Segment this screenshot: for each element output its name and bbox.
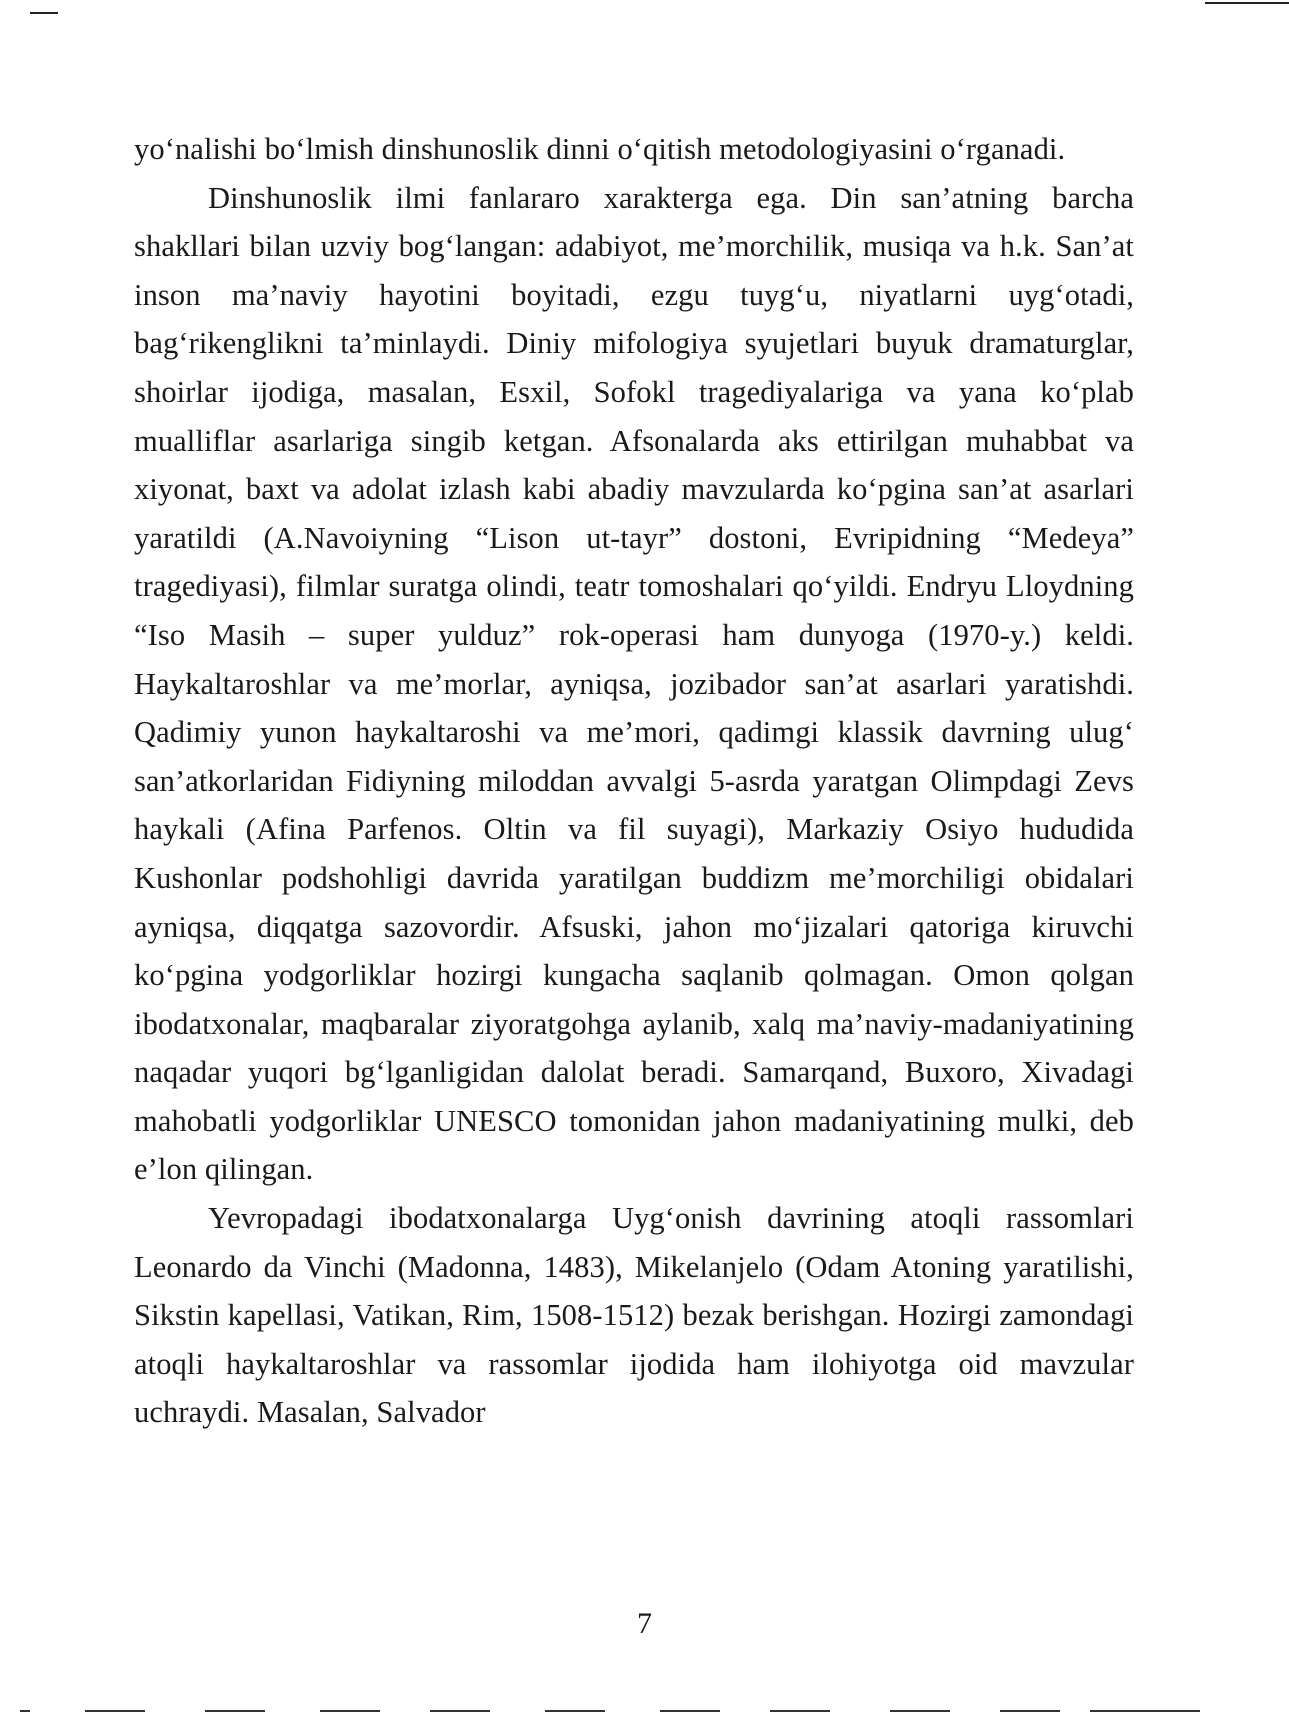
page-number: 7 bbox=[637, 1607, 652, 1640]
paragraph-3: Yevropadagi ibodatxonalarga Uyg‘onish davrining atoqli rassomlari Leonardo da Vinchi (Madonna, 1483), Mikelanjelo (Odam Atoning yaratilishi, Sikstin kapellasi, Vatikan, Rim, 1508-1512) bezak berishgan. Hozirgi zamondagi atoqli haykaltaroshlar va rassomlar ijodida ham ilohiyotga oid mavzular uchraydi. Masalan, Salvador bbox=[134, 1201, 1134, 1430]
paragraph-2: Dinshunoslik ilmi fanlararo xarakterga ega. Din san’atning barcha shakllari bilan uzviy bog‘langan: adabiyot, me’morchilik, musiqa va h.k. San’at inson ma’naviy hayotini boyitadi, ezgu tuyg‘u, niyatlarni uyg‘otadi, bag‘rikenglikni ta’minlaydi. Diniy mifologiya syujetlari buyuk dramaturglar, shoirlar ijodiga, masalan, Esxil, Sofokl tragediyalariga va yana ko‘plab mualliflar asarlariga singib ketgan. Afsonalarda aks ettirilgan muhabbat va xiyonat, baxt va adolat izlash kabi abadiy mavzularda ko‘pgina san’at asarlari yaratildi (A.Navoiyning “Lison ut-tayr” dostoni, Evripidning “Medeya” tragediyasi), filmlar suratga olindi, teatr tomoshalari qo‘yildi. Endryu Lloydning “Iso Masih – super yulduz” rok-operasi ham dunyoga (1970-y.) keldi. Haykaltaroshlar va me’morlar, ayniqsa, jozibador san’at asarlari yaratishdi. Qadimiy yunon haykaltaroshi va me’mori, qadimgi klassik davrning ulug‘ san’atkorlaridan Fidiyning miloddan avvalgi 5-asrda yaratgan Olimpdagi Zevs haykali (Afina Parfenos. Oltin va fil suyagi), Markaziy Osiyo hududida Kushonlar podshohligi davrida yaratilgan buddizm me’morchiligi obidalari ayniqsa, diqqatga sazovordir. Afsuski, jahon mo‘jizalari qatoriga kiruvchi ko‘pgina yodgorliklar hozirgi kungacha saqlanib qolmagan. Omon qolgan ibodatxonalar, maqbaralar ziyoratgohga aylanib, xalq ma’naviy-madaniyatining naqadar yuqori bg‘lganligidan dalolat beradi. Samarqand, Buxoro, Xivadagi mahobatli yodgorliklar UNESCO tomonidan jahon madaniyatining mulki, deb e’lon qilingan. bbox=[134, 180, 1134, 1187]
page-body bbox=[134, 125, 1134, 1437]
scan-edge-mark-right bbox=[1205, 2, 1289, 4]
paragraph-1: yo‘nalishi bo‘lmish dinshunoslik dinni o‘qitish metodologiyasini o‘rganadi. bbox=[134, 132, 1066, 166]
scan-edge-mark-left bbox=[30, 12, 58, 14]
